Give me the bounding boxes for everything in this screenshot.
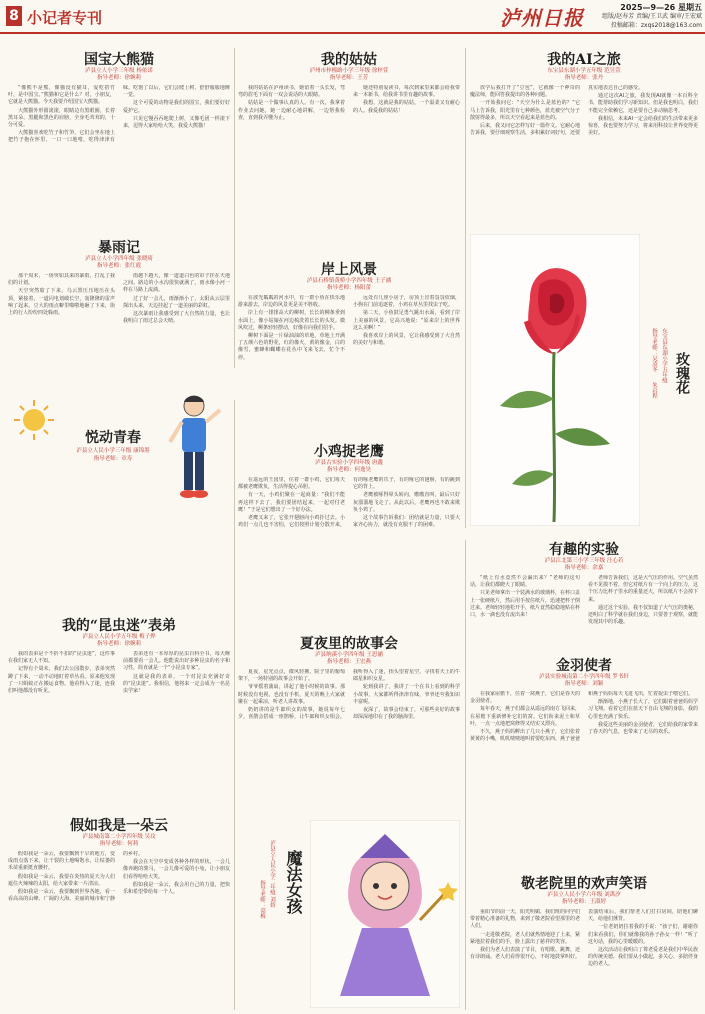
paragraph: 渐渐地，小燕子长大了，它们跟着爸爸妈妈学习飞翔。看着它们在蓝天下自由飞翔的身影，我的心里也充满了快乐。 [588,699,698,720]
rose-drawing [470,234,640,526]
article-summer-stories [238,636,460,816]
paragraph: 爷爷摇着蒲扇，讲起了他小时候的故事。那时候没有电视，也没有手机，夏天的晚上大家就聚在一起乘凉，听老人讲故事。 [238,684,345,705]
article-title: 悦动青春 [85,430,141,446]
artwork-teacher: 指导老师：吴凌冬 [651,328,657,372]
article-school: 泸县古实验小学四年级 唐鑫 [315,460,383,466]
paragraph: 岸上有一排排高大的柳树，长长的柳条垂到水面上，像小姑娘在河边梳洗着长长的头发。微风吹过，柳条轻轻摆动，好像在向我们招手。 [238,310,345,331]
article-school: 东宝县东湖小学五年级 范昱萱 [547,68,621,74]
contact-email: 投稿邮箱：zxqs2018@163.com [610,22,702,29]
paragraph: 我的表弟是个不折不扣的“昆虫迷”，这件事在我们家无人不知。 [8,651,115,665]
article-body [238,477,460,611]
artwork-author: 朱岩程 [651,382,657,399]
paragraph: 我喜欢岸上的风景，它让我感受到了大自然的美好与和谐。 [353,333,460,347]
artwork-title: 魔法女孩 [284,850,303,914]
paragraph: 过了好一会儿，雨渐渐小了，太阳从云层里探出头来，天边挂起了一道美丽的彩虹。 [123,295,230,309]
paragraph: 这个可爱的动物是我们的国宝，我们要好好爱护它。 [123,100,230,114]
article-ai-journey [470,52,698,224]
paragraph: 放学后我打开了“豆包”，它就像一个神奇的魔法师，能回答我提出的各种问题。 [470,85,580,99]
paragraph: 有一天，小鸡们聚在一起商量：“我们不能再这样下去了，我们要团结起来，一起对付老鹰！”于是它们想出了一个好办法。 [238,492,345,513]
article-title: 我的“昆虫迷”表弟 [61,618,177,634]
article-body [470,85,698,225]
article-teacher: 指导老师：徐婉莉 [96,641,141,647]
article-body [8,273,230,391]
paragraph: 大熊猫喜欢吃竹子和竹笋，它们会坐在地上把竹子抱在怀里，一口一口地啃，吃得津津有味。吃饱了以后，它们会爬上树，舒舒服服地睡一觉。 [8,85,230,144]
artwork-rose [470,232,698,528]
paragraph: 这就是我的表弟，一个对昆虫充满好奇的“昆虫迷”。我相信，他将来一定会成为一名昆虫学家！ [123,673,230,695]
paragraph: 夏夜，星光点点，微风轻拂，院子里的葡萄架下，一场特别的故事会开始了。 [238,669,345,683]
editors-line: 组版/赵寿芳 责编/王卫武 编审/王宏斌 [602,13,702,20]
paragraph: 每年春天，燕子们都会从遥远的南方飞回来，在屋檐下重新修补它们的窝。它们衔来泥土和草叶，一点一点地把窝修得又结实又漂亮。 [470,706,581,727]
article-teacher: 指导老师：王芳 [329,75,369,81]
article-golden-messenger [470,658,698,818]
paragraph: 假如我是一朵云，我要在炎热的夏天为人们遮住火辣辣的太阳，给大家带来一片清凉。 [8,873,115,887]
paragraph: 我相信，未来AI一定会给我们的生活带来更多惊喜，我也要努力学习，将来用科技让世界变得更美好。 [588,115,698,137]
paragraph: 一开始我问它：“天空为什么是蓝色的？”它马上告诉我，阳光里有七种颜色，蓝光被空气分子散射得最多，所以天空看起来是蓝色的。 [470,100,581,121]
article-body [8,851,230,1011]
artwork-school: 东宝县东湖小学五年级 [661,328,667,383]
newspaper-logo: 泸州日报 [500,6,584,30]
article-body [238,85,460,243]
article-school: 泸县江北第三小学三年级 汪心若 [544,558,624,564]
youth-sun-icon [12,398,56,442]
paragraph: 通过这次AI之旅，我发现AI就像一本百科全书，能帮助我们学习新知识。但是我也明白，我们不能完全依赖它，还是要自己多动脑思考。 [588,93,698,114]
article-title: 有趣的实验 [549,542,619,558]
paragraph: 重阳节的前一天，阳光明媚，我们班的同学们带着精心准备的礼物，来到了敬老院看望那里的老人们。 [470,909,581,930]
paragraph: 这次活动让我明白了尊老爱老是我们中华民族的传统美德，我们要从小做起，多关心、多陪伴身边的老人。 [588,947,698,968]
paragraph: 这次暴雨让我感受到了大自然的力量，也让我明白了雨过总会天晴。 [123,311,230,325]
article-teacher: 指导老师：刘颖 [564,681,604,687]
paragraph: 她还特别爱读书，每次到家里来都会给我带来一本新书，给我讲书里有趣的故事。 [353,85,460,99]
paragraph: 远处有几座小房子，房顶上冒着袅袅炊烟，小狗在门前追逐着，小鸡在草丛里找虫子吃。 [353,295,460,309]
paragraph: 我想，这就是我的姑姑，一个温柔又有耐心的人。我爱我的姑姑！ [353,100,460,114]
article-shore-scenery [238,262,460,430]
article-panda [8,52,230,232]
article-title: 暴雨记 [98,240,140,256]
column-divider [234,400,235,1010]
paragraph: 后来，我又问它怎样写好一篇作文。它耐心地告诉我，要仔细观察生活，多积累好词好句，还要真实地表达自己的感受。 [470,85,644,137]
paragraph: 那个周末，一场突如其来的暴雨，打乱了我们的计划。 [8,273,115,287]
article-body [470,575,698,651]
article-cloud [8,818,230,1010]
article-body [238,669,460,817]
paragraph: 假如我是一朵云，我要飘到世界各地，看一看高高的山峰、广阔的大海、美丽的城市和宁静的乡村。 [8,851,144,903]
article-title: 敬老院里的欢声笑语 [521,876,647,892]
paragraph: 我会在天空中变成各种各样的形状，一会儿像奔跑的骏马，一会儿像可爱的小兔，让小朋友们看得哈哈大笑。 [123,859,230,880]
paragraph: “像熊不是熊，像猫没有猫耳，爱吃搭竹叶，是中国宝。”熊猫和它是什么？对，小朋友，它就是大熊猫。今天我要介绍国宝大熊猫。 [8,85,115,106]
masthead [0,0,705,34]
article-aunt [238,52,460,242]
paragraph: 天空突然暗了下来，乌云黑压压地压在头顶，紧接着，一道闪电划破长空，轰隆隆的雷声响了起来。豆大的雨点噼里啪啦地砸了下来，街上的行人纷纷四处躲雨。 [8,288,115,317]
article-teacher: 指导老师：何逸昊 [326,467,371,473]
paragraph: 奶奶讲的是牛郎织女的故事，她说每年七夕，喜鹊会搭成一座鹊桥，让牛郎和织女相会。我听得入了迷，抬头望着星空，寻找着天上的牛郎星和织女星。 [238,669,460,721]
paragraph: 假如我是一朵云，我要飘到干旱的地方，变成雨点落下来，让干裂的土地喝饱水，让枯萎的禾苗重新挺直腰杆。 [8,851,115,872]
article-teacher: 指导老师：张红霞 [96,263,141,269]
article-teacher: 指导老师：余嘉 [564,565,604,571]
paragraph: 在我家屋檐下，住着一窝燕子，它们是春天的金羽使者。 [470,691,581,705]
paragraph: 我们为老人们表演了节目，有唱歌、跳舞，还有诗朗诵。老人们看得很开心，不时地鼓掌叫好。表演结束后，我们帮老人们打扫房间，陪他们聊天，给他们捶背。 [470,909,698,961]
article-school: 泸县立人民小学五年级 梅子烨 [82,634,156,640]
paragraph: 只见它慢吞吞地爬上树，又像毛团一样滚下来，逗得大家哈哈大笑。我爱大熊猫！ [123,115,230,130]
paragraph: 第二天，小鱼鼓足勇气跳出水面，看到了岸上美丽的风景，它高兴地说：“原来岸上的世界这么美啊！” [353,310,460,331]
artwork-title: 玫瑰花 [674,352,690,394]
paragraph: 在波光粼粼的河水中，有一群小鱼在快乐地游来游去，岸边的风景更是美不胜收。 [238,295,345,309]
paragraph: 大熊猫外形圆滚滚，眼睛边有黑眼圈，长着黑耳朵、黑腿和黑色的肩膀，全身毛茸茸的，十分可爱。 [8,107,115,129]
article-rainstorm [8,240,230,390]
column-divider [465,48,466,528]
paragraph: 姑姑是一个做事认真的人。有一次，我拿着作业去问她，她一边耐心地讲解，一边帮我检查，直到我弄懂为止。 [238,100,345,121]
column-divider [465,540,466,1010]
magic-girl-drawing [310,820,460,1008]
article-teacher: 指导老师：王淑婷 [561,899,606,905]
paragraph: 假如我是一朵云，我会用自己的力量，把快乐和希望带给每一个人。 [123,881,230,896]
article-title: 小鸡捉老鹰 [314,444,384,460]
article-title: 金羽使者 [556,658,612,674]
column-title: 小记者专刊 [27,9,103,27]
artwork-school: 泸县立人民小学二年级 刘娇 [269,840,275,908]
paragraph: “纸上有水竟然不会漏出来？”老师的这句话，让我们都瞪大了眼睛。 [470,575,580,589]
paragraph: 柳树下面是一片绿油油的草地，草地上开满了五颜六色的野花，红的像火，黄的像金，白的像雪，蜜蜂和蝴蝶在花丛中飞来飞去，忙个不停。 [238,333,345,361]
article-experiment [470,542,698,650]
article-title: 假如我是一朵云 [70,818,168,834]
paragraph: 夜深了，故事会结束了，可那些美好的故事却深深地印在了我的脑海里。 [353,707,460,721]
issue-info [594,3,702,30]
article-chick-eagle [238,444,460,610]
article-school: 泸县立人小学四年级 张晓琦 [85,256,153,262]
article-teacher: 指导老师：张丹 [564,75,604,81]
article-school: 泸县石桥镇黄桥小学四年级 王子涵 [306,278,392,284]
paragraph: 不久，燕子妈妈孵出了几只小燕子，它们张着黄黄的小嘴，叽叽喳喳地叫着要吃东西。燕子爸爸和燕子妈妈每天飞进飞出，忙着捉虫子喂它们。 [470,691,694,743]
article-title: 岸上风景 [321,262,377,278]
article-teacher: 指导老师：徐婉莉 [96,75,141,81]
article-body [8,651,230,809]
paragraph: 我爱这些美丽的金羽使者，它们给我的家带来了春天的气息，也带来了无尽的欢乐。 [588,721,698,736]
article-title: 夏夜里的故事会 [300,636,398,652]
article-school: 泸县实验城南第二小学四年级 罗书轩 [539,674,629,680]
page-number: 8 [6,6,22,26]
article-title: 我的AI之旅 [547,52,621,68]
artwork-youth [8,392,230,512]
paragraph: 老鹰被啄得晕头转向，嗷嗷直叫，最后只好灰溜溜地飞走了。从此以后，老鹰再也不敢来欺负小鸡了。 [353,492,460,513]
article-school: 泸县立人民小学三年级 康锦墨 [76,448,150,454]
article-title: 国宝大熊猫 [84,52,154,68]
article-nursing-home [470,876,698,1010]
paragraph: 表弟还有一本厚厚的昆虫百科全书，每天睡前都要看一会儿。他能说出好多种昆虫的名字和习性，简直就是一个“小昆虫专家”。 [123,651,230,672]
article-insect-cousin [8,618,230,808]
article-title: 我的姑姑 [321,52,377,68]
paragraph: 这个故事告诉我们：团结就是力量，只要大家齐心协力，就没有克服不了的困难。 [353,515,460,529]
paragraph: 老师告诉我们，这是大气压的作用。空气虽然看不见摸不着，但它对纸片有一个向上的压力，这个压力比杯子里水的重量还大，所以纸片不会掉下来。 [588,575,698,603]
paragraph: 一走进敬老院，老人们就热情地迎了上来，紧紧地拉着我们的手，脸上露出了慈祥的笑容。 [470,931,581,945]
paragraph: 一位老奶奶拉着我的手说：“孩子们，谢谢你们来看我们，你们就像我的孙子孙女一样！”听了这句话，我的心里暖暖的。 [588,924,698,945]
column-divider [234,48,235,368]
article-school: 泸县立人民小学六年级 刘禹汐 [547,892,621,898]
paragraph: 我的姑姑在泸州读书，她留着一头长发，弯弯的眉毛下面有一双会说话的大眼睛。 [238,85,345,99]
paragraph: 在遥远的王国里，住着一群小鸡，它们每天都被老鹰欺负，生活得提心吊胆。 [238,477,345,491]
article-school: 泸县纳溪小学四年级 王思涵 [315,652,383,658]
article-teacher: 指导老师：王宏燕 [326,659,371,665]
article-body [8,85,230,233]
article-body [470,909,698,1011]
paragraph: 记得有个周末，我们去公园散步，表弟突然蹲了下来，一动不动地盯着草丛看。原来他发现了一只蚂蚁正在搬运食物。他看得入了迷，连我们叫他都没有听见。 [8,666,115,695]
paragraph: 雨越下越大，像一道道白色的帘子挂在天地之间。路边的小水沟很快就满了，雨水像小河一样在马路上流淌。 [123,273,230,294]
artwork-teacher: 指导老师：高梅 [259,880,265,919]
artwork-magic-girl [238,820,460,1010]
article-teacher: 指导老师：何莉 [99,841,139,847]
article-body [238,295,460,431]
paragraph: 通过这个实验，我不仅知道了大气压的奥秘，还明白了科学就在我们身边，只要善于观察，就能发现其中的乐趣。 [588,604,698,626]
paragraph: 老鹰又来了，它张开翅膀向小鸡扑过去。小鸡们一点儿也不害怕，它们按照计划分散开来，有的啄老鹰的爪子，有的啄它的翅膀，有的跳到它的背上。 [238,477,460,529]
article-teacher: 指导老师：杨阳蕾 [326,285,371,291]
article-school: 泸州市梓橦路小学三年级 徐梓萱 [309,68,389,74]
article-teacher: 指导老师：章寿 [93,456,133,462]
article-school: 泸县立人小学三年级 杨依诺 [85,68,153,74]
issue-date: 2025—9—26 星期五 [620,3,702,12]
paragraph: 轮到我讲了，我讲了一个在书上看到的科学小故事，大家都听得津津有味，爷爷还夸我知识丰富呢。 [353,684,460,705]
paragraph: 只见老师拿出一个装满水的玻璃杯，在杯口盖上一张硬纸片，然后用手按住纸片，迅速把杯子倒过来。老师轻轻地松开手，纸片竟然稳稳地贴在杯口，水一滴也没有流出来！ [470,590,581,619]
article-body [470,691,698,819]
article-school: 泸县城南第二小学四年级 吴玟 [82,834,156,840]
